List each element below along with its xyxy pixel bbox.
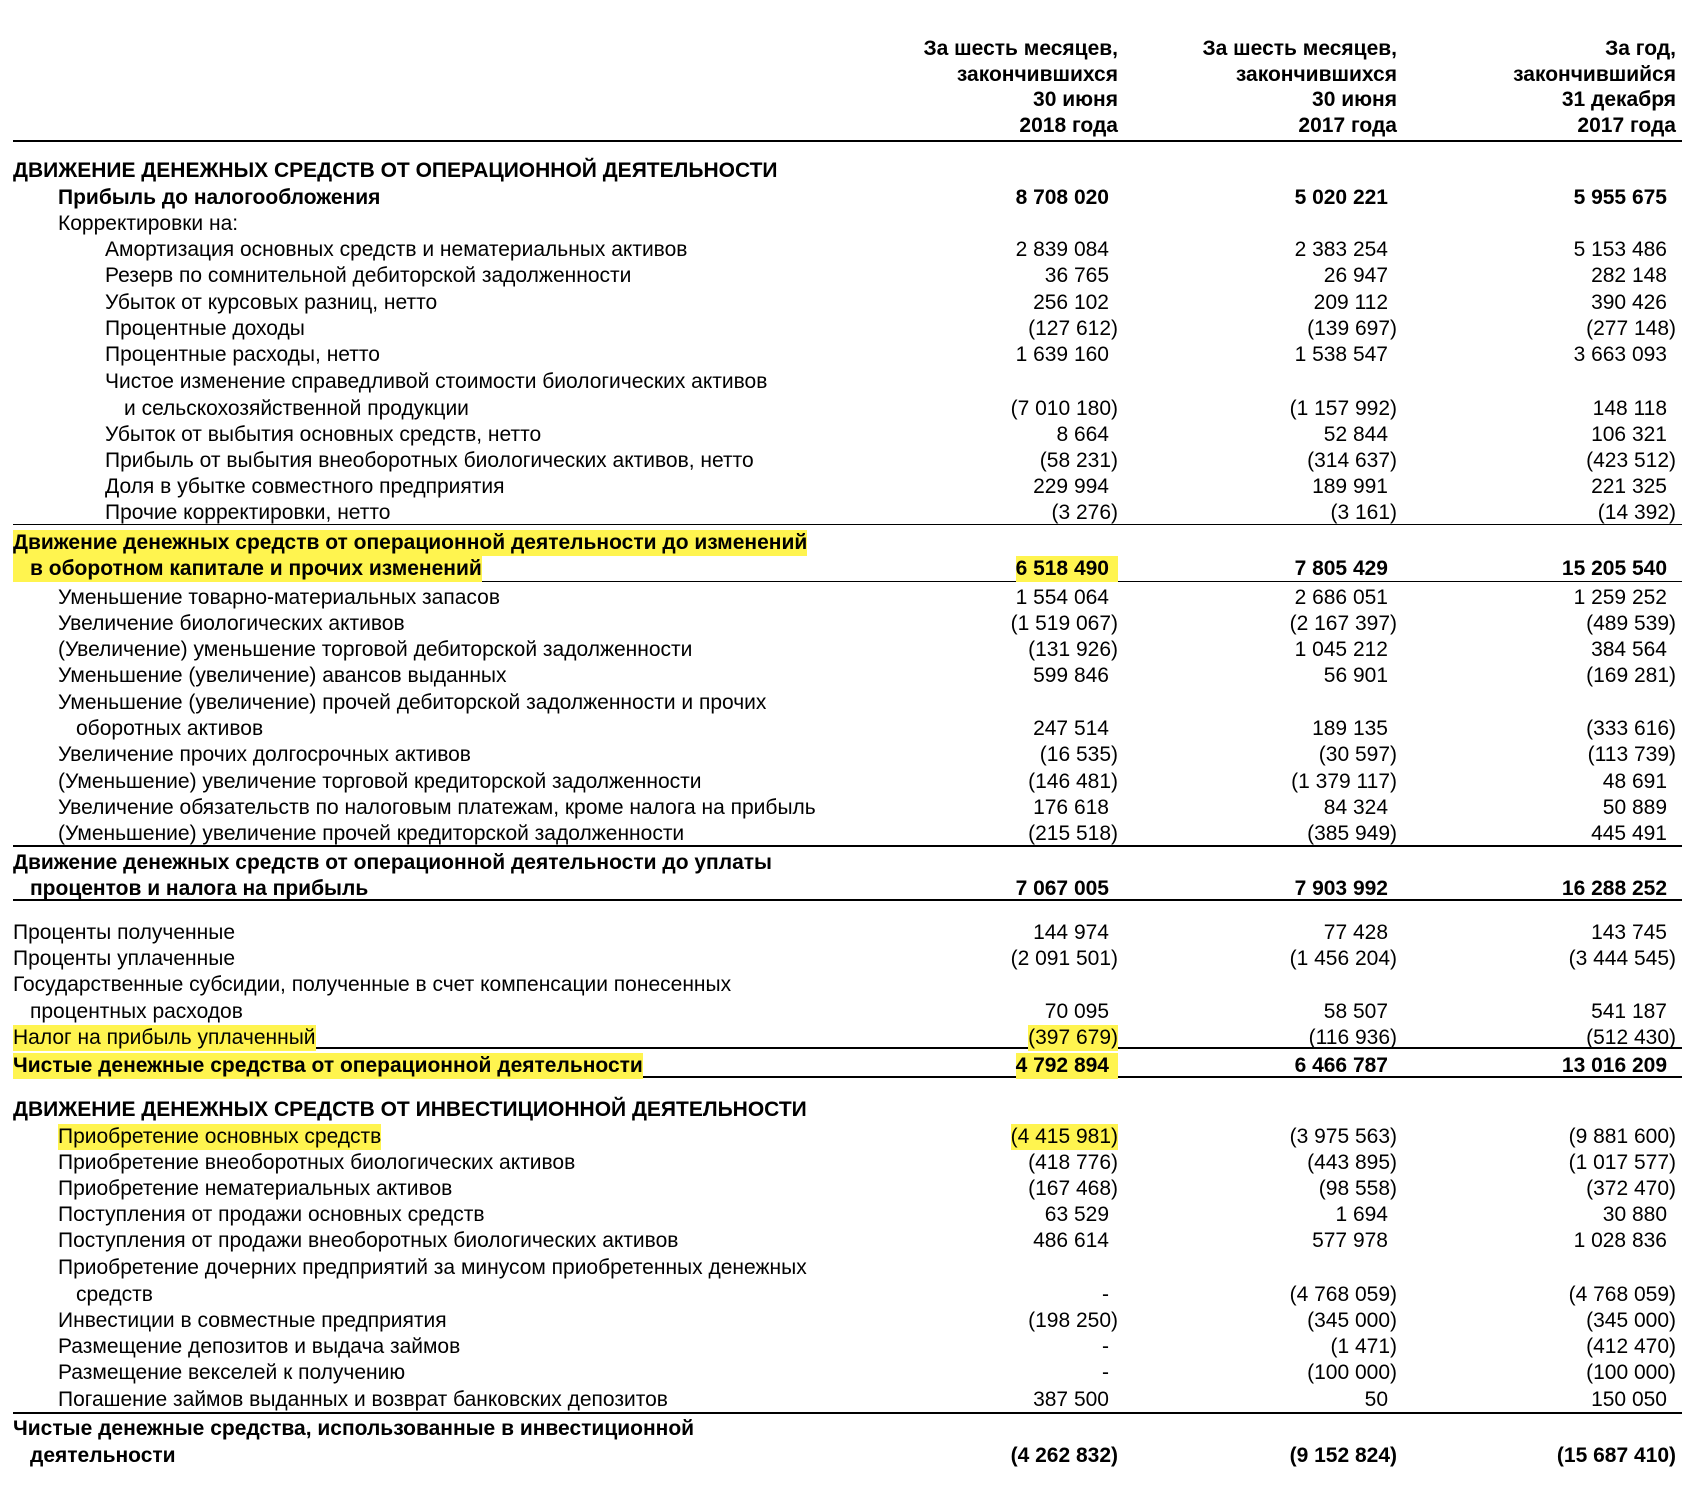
header-line: закончившихся — [956, 62, 1118, 86]
value-h1-2018: (215 518) — [1028, 822, 1118, 845]
row-label: Убыток от курсовых разниц, нетто — [105, 291, 438, 314]
value-h1-2017: 209 112 — [1313, 291, 1388, 314]
value-fy-2017: 50 889 — [1602, 796, 1667, 819]
value-h1-2017: 7 805 429 — [1294, 557, 1388, 580]
row-label: Приобретение основных средств — [58, 1125, 382, 1148]
value-h1-2018: 8 664 — [1056, 423, 1109, 446]
table-row — [0, 637, 1700, 663]
value-h1-2017: (314 637) — [1307, 449, 1397, 472]
value-h1-2018: (198 250) — [1028, 1309, 1118, 1332]
column-header-h1-2017 — [1137, 36, 1397, 138]
table-row — [0, 999, 1700, 1025]
value-h1-2018: 8 708 020 — [1015, 186, 1109, 209]
value-h1-2018: (418 776) — [1028, 1151, 1118, 1174]
value-h1-2017: (2 167 397) — [1289, 612, 1397, 635]
table-row — [0, 369, 1700, 395]
value-h1-2017: (385 949) — [1307, 822, 1397, 845]
row-label: (Уменьшение) увеличение торговой кредиторской задолженности — [58, 770, 702, 793]
value-fy-2017: 1 259 252 — [1573, 586, 1667, 609]
header-line: 2018 года — [1019, 113, 1118, 137]
column-header-fy-2017 — [1416, 36, 1676, 138]
row-label: Приобретение внеоборотных биологических активов — [58, 1151, 576, 1174]
value-fy-2017: 15 205 540 — [1561, 557, 1667, 580]
table-row — [0, 972, 1700, 998]
row-label: процентов и налога на прибыль — [30, 877, 369, 900]
table-row — [0, 1228, 1700, 1254]
table-row-highlighted — [0, 1124, 1700, 1150]
value-h1-2017: 26 947 — [1323, 264, 1388, 287]
table-row — [0, 585, 1700, 611]
value-fy-2017: (113 739) — [1587, 743, 1676, 766]
row-label: Корректировки на: — [58, 212, 239, 235]
row-label: Увеличение прочих долгосрочных активов — [58, 743, 471, 766]
value-h1-2017: 5 020 221 — [1294, 186, 1388, 209]
table-row — [0, 920, 1700, 946]
row-label: Чистое изменение справедливой стоимости биологических активов — [105, 370, 768, 393]
value-fy-2017: (423 512) — [1586, 449, 1676, 472]
header-line: За шесть месяцев, — [1202, 37, 1397, 60]
row-label: Увеличение биологических активов — [58, 612, 405, 635]
value-h1-2018: (4 415 981) — [1010, 1125, 1118, 1148]
value-fy-2017: (1 017 577) — [1568, 1151, 1676, 1174]
value-h1-2018: 70 095 — [1044, 1000, 1109, 1023]
total-row — [0, 1416, 1700, 1442]
value-h1-2017: (1 379 117) — [1291, 770, 1397, 793]
value-fy-2017: (4 768 059) — [1568, 1283, 1676, 1306]
value-fy-2017: (14 392) — [1597, 501, 1676, 524]
table-row — [0, 1387, 1700, 1413]
value-h1-2018: 36 765 — [1044, 264, 1109, 287]
table-row — [0, 290, 1700, 316]
table-row — [0, 946, 1700, 972]
value-fy-2017: (277 148) — [1586, 317, 1676, 340]
value-h1-2017: (3 161) — [1330, 501, 1397, 524]
value-fy-2017: 143 745 — [1591, 921, 1667, 944]
value-fy-2017: 390 426 — [1591, 291, 1667, 314]
value-h1-2018: (7 010 180) — [1010, 397, 1118, 420]
value-h1-2017: (139 697) — [1307, 317, 1397, 340]
value-h1-2018: (127 612) — [1028, 317, 1118, 340]
table-row — [0, 263, 1700, 289]
table-row — [0, 1202, 1700, 1228]
row-label: Поступления от продажи внеоборотных биологических активов — [58, 1229, 679, 1252]
row-label: ДВИЖЕНИЕ ДЕНЕЖНЫХ СРЕДСТВ ОТ ИНВЕСТИЦИОННОЙ ДЕЯТЕЛЬНОСТИ — [13, 1098, 807, 1121]
table-row-highlighted — [0, 1025, 1700, 1051]
row-label: Погашение займов выданных и возврат банковских депозитов — [58, 1388, 668, 1411]
value-h1-2017: 56 901 — [1323, 664, 1388, 687]
table-row — [0, 316, 1700, 342]
value-fy-2017: (333 616) — [1586, 717, 1676, 740]
value-h1-2017: 50 — [1364, 1388, 1388, 1411]
row-label: Размещение векселей к получению — [58, 1361, 406, 1384]
table-row — [0, 1308, 1700, 1334]
value-h1-2018: 247 514 — [1033, 717, 1109, 740]
value-h1-2018: (131 926) — [1028, 638, 1118, 661]
value-fy-2017: (512 430) — [1586, 1026, 1676, 1049]
value-h1-2018: 144 974 — [1033, 921, 1109, 944]
header-line: закончившийся — [1513, 62, 1676, 86]
value-fy-2017: 1 028 836 — [1573, 1229, 1667, 1252]
header-line: закончившихся — [1235, 62, 1397, 86]
value-h1-2017: (30 597) — [1318, 743, 1397, 766]
value-h1-2017: (98 558) — [1318, 1177, 1397, 1200]
value-h1-2017: 6 466 787 — [1294, 1054, 1388, 1077]
value-fy-2017: 5 153 486 — [1573, 238, 1667, 261]
row-label: Инвестиции в совместные предприятия — [58, 1309, 447, 1332]
value-h1-2017: 189 135 — [1312, 717, 1388, 740]
table-row — [0, 342, 1700, 368]
table-row — [0, 448, 1700, 474]
value-h1-2017: (345 000) — [1307, 1309, 1397, 1332]
table-row — [0, 1150, 1700, 1176]
value-h1-2017: 577 978 — [1312, 1229, 1388, 1252]
section-heading-operating — [0, 158, 1700, 184]
table-row — [0, 611, 1700, 637]
value-h1-2017: 52 844 — [1323, 423, 1388, 446]
row-label: Налог на прибыль уплаченный — [13, 1026, 316, 1049]
value-h1-2018: - — [1102, 1335, 1109, 1358]
header-rule — [13, 140, 1682, 142]
value-fy-2017: 16 288 252 — [1561, 877, 1667, 900]
table-row — [0, 742, 1700, 768]
value-h1-2018: 7 067 005 — [1015, 877, 1109, 900]
value-h1-2018: - — [1102, 1361, 1109, 1384]
row-label: Процентные доходы — [105, 317, 305, 340]
table-row — [0, 716, 1700, 742]
value-h1-2017: 77 428 — [1323, 921, 1388, 944]
header-line: За шесть месяцев, — [923, 37, 1118, 60]
table-row — [0, 795, 1700, 821]
value-h1-2018: - — [1102, 1283, 1109, 1306]
value-h1-2017: (1 157 992) — [1289, 397, 1397, 420]
row-label: Приобретение дочерних предприятий за минусом приобретенных денежных — [58, 1256, 807, 1279]
value-h1-2017: 189 991 — [1312, 475, 1388, 498]
value-h1-2017: 2 686 051 — [1294, 586, 1388, 609]
row-label: в оборотном капитале и прочих изменений — [13, 556, 482, 582]
value-h1-2018: 256 102 — [1033, 291, 1109, 314]
value-h1-2017: (1 456 204) — [1289, 947, 1397, 970]
value-h1-2018: (397 679) — [1028, 1026, 1118, 1049]
value-h1-2018: (4 262 832) — [1010, 1444, 1118, 1467]
row-label: Прибыль от выбытия внеоборотных биологических активов, нетто — [105, 449, 754, 472]
value-fy-2017: 221 325 — [1591, 475, 1667, 498]
table-row — [0, 474, 1700, 500]
value-fy-2017: 13 016 209 — [1561, 1054, 1667, 1077]
value-h1-2017: 1 538 547 — [1294, 343, 1388, 366]
value-h1-2017: (100 000) — [1307, 1361, 1397, 1384]
value-h1-2018: 486 614 — [1033, 1229, 1109, 1252]
value-fy-2017: (9 881 600) — [1568, 1125, 1676, 1148]
table-row — [0, 821, 1700, 847]
row-label: Движение денежных средств от операционной деятельности до уплаты — [13, 851, 772, 874]
header-line: 31 декабря — [1561, 88, 1676, 111]
row-label: Государственные субсидии, полученные в счет компенсации понесенных — [13, 973, 732, 996]
value-h1-2018: 6 518 490 — [1016, 556, 1118, 582]
value-fy-2017: 148 118 — [1592, 397, 1667, 420]
total-row — [0, 1443, 1700, 1469]
row-label: Поступления от продажи основных средств — [58, 1203, 485, 1226]
subtotal-row — [0, 876, 1700, 902]
value-fy-2017: 150 050 — [1591, 1388, 1667, 1411]
row-label: Амортизация основных средств и нематериальных активов — [105, 238, 688, 261]
value-fy-2017: (372 470) — [1586, 1177, 1676, 1200]
row-label: и сельскохозяйственной продукции — [124, 397, 469, 420]
row-label: Проценты полученные — [13, 921, 235, 944]
value-h1-2018: (167 468) — [1028, 1177, 1118, 1200]
row-label: Убыток от выбытия основных средств, нетто — [105, 423, 542, 446]
value-fy-2017: (412 470) — [1586, 1335, 1676, 1358]
row-label: Процентные расходы, нетто — [105, 343, 380, 366]
row-label: ДВИЖЕНИЕ ДЕНЕЖНЫХ СРЕДСТВ ОТ ОПЕРАЦИОННОЙ ДЕЯТЕЛЬНОСТИ — [13, 159, 778, 182]
table-row — [0, 396, 1700, 422]
value-h1-2018: 176 618 — [1033, 796, 1109, 819]
table-row — [0, 237, 1700, 263]
value-h1-2017: (3 975 563) — [1289, 1125, 1397, 1148]
value-h1-2018: (2 091 501) — [1010, 947, 1118, 970]
value-h1-2017: (443 895) — [1307, 1151, 1397, 1174]
value-fy-2017: 445 491 — [1591, 822, 1667, 845]
row-label: Размещение депозитов и выдача займов — [58, 1335, 461, 1358]
value-fy-2017: (345 000) — [1586, 1309, 1676, 1332]
value-h1-2018: (16 535) — [1039, 743, 1118, 766]
value-fy-2017: 30 880 — [1602, 1203, 1667, 1226]
value-h1-2018: 1 554 064 — [1015, 586, 1109, 609]
value-fy-2017: 3 663 093 — [1573, 343, 1667, 366]
row-label: Чистые денежные средства, использованные в инвестиционной — [13, 1417, 695, 1440]
value-fy-2017: (489 539) — [1586, 612, 1676, 635]
value-h1-2017: 1 045 212 — [1294, 638, 1388, 661]
value-h1-2018: 387 500 — [1033, 1388, 1109, 1411]
row-label: процентных расходов — [30, 1000, 243, 1023]
row-label: Резерв по сомнительной дебиторской задолженности — [105, 264, 632, 287]
value-fy-2017: 541 187 — [1591, 1000, 1667, 1023]
value-fy-2017: 282 148 — [1591, 264, 1667, 287]
row-label: (Увеличение) уменьшение торговой дебиторской задолженности — [58, 638, 693, 661]
subtotal-row-highlighted — [0, 530, 1700, 556]
section-heading-investing — [0, 1097, 1700, 1123]
value-h1-2017: 58 507 — [1323, 1000, 1388, 1023]
value-h1-2017: (9 152 824) — [1289, 1444, 1397, 1467]
header-line: 2017 года — [1298, 113, 1397, 137]
row-label: средств — [76, 1283, 153, 1306]
value-h1-2018: 63 529 — [1044, 1203, 1109, 1226]
row-label: Приобретение нематериальных активов — [58, 1177, 453, 1200]
value-fy-2017: (3 444 545) — [1568, 947, 1676, 970]
value-h1-2017: 2 383 254 — [1294, 238, 1388, 261]
table-row — [0, 690, 1700, 716]
row-label: деятельности — [30, 1444, 176, 1467]
subtotal-row-highlighted — [0, 556, 1700, 582]
row-label: (Уменьшение) увеличение прочей кредиторской задолженности — [58, 822, 685, 845]
value-h1-2018: 1 639 160 — [1015, 343, 1109, 366]
table-row — [0, 1282, 1700, 1308]
row-label: Прочие корректировки, нетто — [105, 501, 391, 524]
column-header-h1-2018 — [858, 36, 1118, 138]
value-h1-2017: 7 903 992 — [1294, 877, 1388, 900]
value-fy-2017: 5 955 675 — [1573, 186, 1667, 209]
table-row — [0, 1360, 1700, 1386]
value-h1-2018: (3 276) — [1051, 501, 1118, 524]
table-row — [0, 500, 1700, 526]
value-h1-2017: (1 471) — [1330, 1335, 1397, 1358]
table-row — [0, 422, 1700, 448]
row-label: Увеличение обязательств по налоговым платежам, кроме налога на прибыль — [58, 796, 816, 819]
table-row-profit-before-tax — [0, 185, 1700, 211]
total-row-highlighted — [0, 1053, 1700, 1079]
value-fy-2017: (169 281) — [1586, 664, 1676, 687]
header-line: За год, — [1605, 37, 1676, 60]
value-fy-2017: 106 321 — [1591, 423, 1667, 446]
row-label: Прибыль до налогообложения — [58, 186, 381, 209]
header-line: 30 июня — [1312, 88, 1397, 111]
header-line: 2017 года — [1577, 113, 1676, 137]
header-line: 30 июня — [1033, 88, 1118, 111]
row-label: Чистые денежные средства от операционной деятельности — [13, 1054, 643, 1077]
value-fy-2017: (100 000) — [1586, 1361, 1676, 1384]
subtotal-row — [0, 850, 1700, 876]
table-row — [0, 1255, 1700, 1281]
table-row-adjustments-heading — [0, 211, 1700, 237]
value-fy-2017: (15 687 410) — [1556, 1444, 1676, 1467]
value-h1-2017: (116 936) — [1308, 1026, 1397, 1049]
row-label: оборотных активов — [76, 717, 264, 740]
value-h1-2018: 229 994 — [1033, 475, 1109, 498]
value-h1-2018: 599 846 — [1033, 664, 1109, 687]
row-label: Движение денежных средств от операционной деятельности до изменений — [13, 531, 808, 554]
value-h1-2017: 84 324 — [1323, 796, 1388, 819]
table-row — [0, 769, 1700, 795]
table-row — [0, 1334, 1700, 1360]
row-label: Доля в убытке совместного предприятия — [105, 475, 505, 498]
row-label: Проценты уплаченные — [13, 947, 235, 970]
value-h1-2017: 1 694 — [1335, 1203, 1388, 1226]
row-label: Уменьшение (увеличение) прочей дебиторской задолженности и прочих — [58, 691, 767, 714]
value-h1-2018: 2 839 084 — [1015, 238, 1109, 261]
row-label: Уменьшение товарно-материальных запасов — [58, 586, 500, 609]
value-h1-2018: 4 792 894 — [1016, 1053, 1118, 1079]
value-fy-2017: 48 691 — [1602, 770, 1667, 793]
value-h1-2018: (58 231) — [1039, 449, 1118, 472]
table-row — [0, 1176, 1700, 1202]
table-row — [0, 663, 1700, 689]
value-h1-2018: (1 519 067) — [1010, 612, 1118, 635]
value-fy-2017: 384 564 — [1591, 638, 1667, 661]
value-h1-2018: (146 481) — [1028, 770, 1118, 793]
value-h1-2017: (4 768 059) — [1289, 1283, 1397, 1306]
row-label: Уменьшение (увеличение) авансов выданных — [58, 664, 507, 687]
